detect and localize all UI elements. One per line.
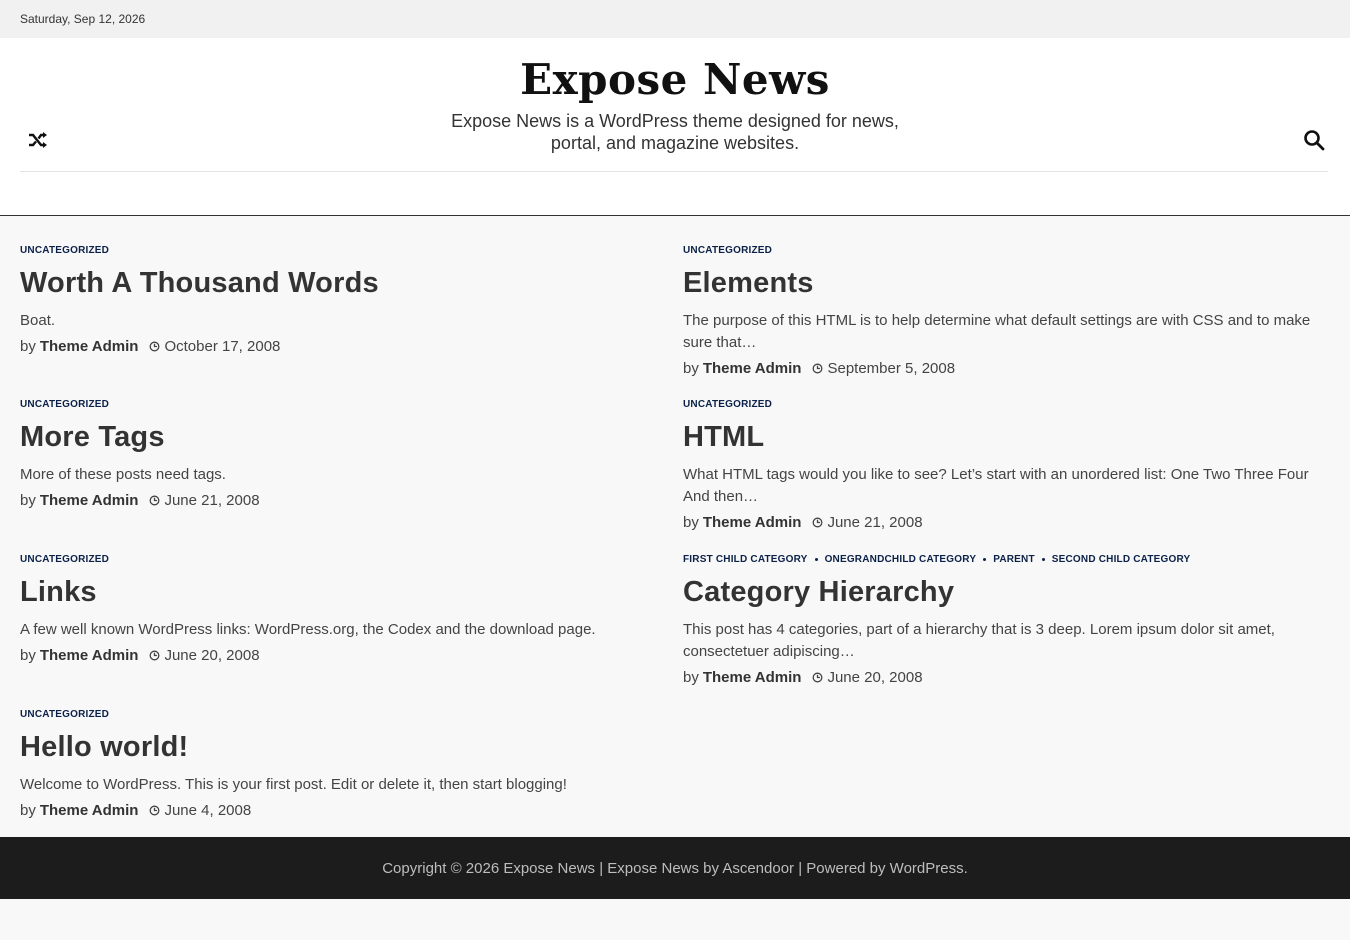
- post-meta: [20, 800, 660, 820]
- clock-icon: [149, 341, 160, 352]
- page-bottom-strip: [0, 899, 1350, 939]
- site-footer: [0, 837, 1350, 899]
- site-title[interactable]: Expose News: [520, 55, 830, 104]
- current-date: Saturday, Sep 12, 2026: [20, 12, 146, 26]
- site-header: [0, 38, 1350, 216]
- post-excerpt: The purpose of this HTML is to help determine what default settings are with CSS and to make sure that…: [683, 312, 1311, 351]
- post-title[interactable]: More Tags: [20, 421, 165, 453]
- post-card: [20, 707, 660, 820]
- clock-icon: [149, 805, 160, 816]
- post-categories: [683, 243, 1323, 257]
- post-categories: [20, 552, 660, 566]
- category-link[interactable]: UNCATEGORIZED: [20, 398, 110, 410]
- post-categories: [20, 707, 660, 721]
- by-label: by: [20, 801, 36, 819]
- post-card: [683, 397, 1323, 532]
- post-excerpt: A few well known WordPress links: WordPress.org, the Codex and the download page.: [20, 621, 596, 638]
- post-excerpt: Boat.: [20, 312, 56, 329]
- category-link[interactable]: PARENT: [993, 553, 1035, 565]
- post-categories: [20, 397, 660, 411]
- post-meta: [683, 512, 1323, 532]
- post-author-link[interactable]: Theme Admin: [39, 801, 139, 819]
- shuffle-icon: [28, 131, 48, 154]
- footer-theme-credit-link[interactable]: Expose News by Ascendoor: [607, 859, 795, 877]
- post-card: [20, 552, 660, 665]
- category-link[interactable]: UNCATEGORIZED: [20, 244, 110, 256]
- post-author-link[interactable]: Theme Admin: [39, 646, 139, 664]
- category-link[interactable]: UNCATEGORIZED: [20, 553, 110, 565]
- category-link[interactable]: ONEGRANDCHILD CATEGORY: [824, 553, 977, 565]
- post-date-link[interactable]: June 4, 2008: [164, 801, 252, 819]
- post-title[interactable]: Links: [20, 576, 97, 608]
- clock-icon: [812, 517, 823, 528]
- post-excerpt: This post has 4 categories, part of a hierarchy that is 3 deep. Lorem ipsum dolor sit amet, consectetuer adipiscing…: [683, 621, 1275, 660]
- post-author-link[interactable]: Theme Admin: [702, 668, 802, 686]
- post-author-link[interactable]: Theme Admin: [39, 337, 139, 355]
- category-link[interactable]: UNCATEGORIZED: [683, 244, 773, 256]
- clock-icon: [149, 495, 160, 506]
- post-meta: [20, 645, 660, 665]
- by-label: by: [683, 359, 699, 377]
- post-date-link[interactable]: June 21, 2008: [827, 513, 923, 531]
- post-date-link[interactable]: June 20, 2008: [164, 646, 260, 664]
- category-link[interactable]: UNCATEGORIZED: [683, 398, 773, 410]
- clock-icon: [149, 650, 160, 661]
- post-categories: [20, 243, 660, 257]
- post-grid: [0, 216, 1350, 837]
- category-separator: [815, 558, 818, 561]
- search-button[interactable]: [1300, 128, 1328, 156]
- post-title[interactable]: Elements: [683, 267, 814, 299]
- clock-icon: [812, 672, 823, 683]
- footer-separator: |: [794, 859, 807, 877]
- by-label: by: [683, 513, 699, 531]
- by-label: by: [20, 337, 36, 355]
- category-separator: [1042, 558, 1045, 561]
- category-link[interactable]: FIRST CHILD CATEGORY: [683, 553, 808, 565]
- post-date-link[interactable]: June 21, 2008: [164, 491, 260, 509]
- post-meta: [683, 667, 1323, 687]
- post-title[interactable]: HTML: [683, 421, 765, 453]
- post-card: [20, 397, 660, 510]
- post-date-link[interactable]: October 17, 2008: [164, 337, 281, 355]
- post-title[interactable]: Worth A Thousand Words: [20, 267, 379, 299]
- site-description: Expose News is a WordPress theme designed for news, portal, and magazine websites.: [451, 111, 899, 153]
- footer-separator: |: [595, 859, 608, 877]
- post-excerpt: More of these posts need tags.: [20, 466, 226, 483]
- footer-powered-by-link[interactable]: Powered by WordPress.: [806, 859, 968, 877]
- post-date-link[interactable]: June 20, 2008: [827, 668, 923, 686]
- category-link[interactable]: UNCATEGORIZED: [20, 708, 110, 720]
- category-link[interactable]: SECOND CHILD CATEGORY: [1051, 553, 1191, 565]
- search-icon: [1303, 129, 1325, 156]
- post-meta: [20, 490, 660, 510]
- post-meta: [683, 358, 1323, 378]
- post-title[interactable]: Category Hierarchy: [683, 576, 955, 608]
- post-card: [20, 243, 660, 356]
- post-author-link[interactable]: Theme Admin: [702, 359, 802, 377]
- post-author-link[interactable]: Theme Admin: [39, 491, 139, 509]
- footer-copyright: Copyright © 2026 Expose News: [382, 859, 596, 877]
- post-author-link[interactable]: Theme Admin: [702, 513, 802, 531]
- clock-icon: [812, 363, 823, 374]
- by-label: by: [20, 491, 36, 509]
- by-label: by: [20, 646, 36, 664]
- post-date-link[interactable]: September 5, 2008: [827, 359, 956, 377]
- post-card: [683, 243, 1323, 378]
- post-excerpt: What HTML tags would you like to see? Let’s start with an unordered list: One Two Three Four And then…: [683, 466, 1309, 505]
- random-post-button[interactable]: [24, 128, 52, 156]
- post-excerpt: Welcome to WordPress. This is your first post. Edit or delete it, then start blogging!: [20, 776, 567, 793]
- post-card: [683, 552, 1323, 687]
- post-categories: [683, 397, 1323, 411]
- navigation-divider: [20, 171, 1328, 172]
- post-categories: [683, 552, 1323, 566]
- category-separator: [983, 558, 986, 561]
- site-branding: [0, 38, 1350, 154]
- top-bar: [0, 0, 1350, 38]
- post-meta: [20, 336, 660, 356]
- by-label: by: [683, 668, 699, 686]
- post-title[interactable]: Hello world!: [20, 731, 189, 763]
